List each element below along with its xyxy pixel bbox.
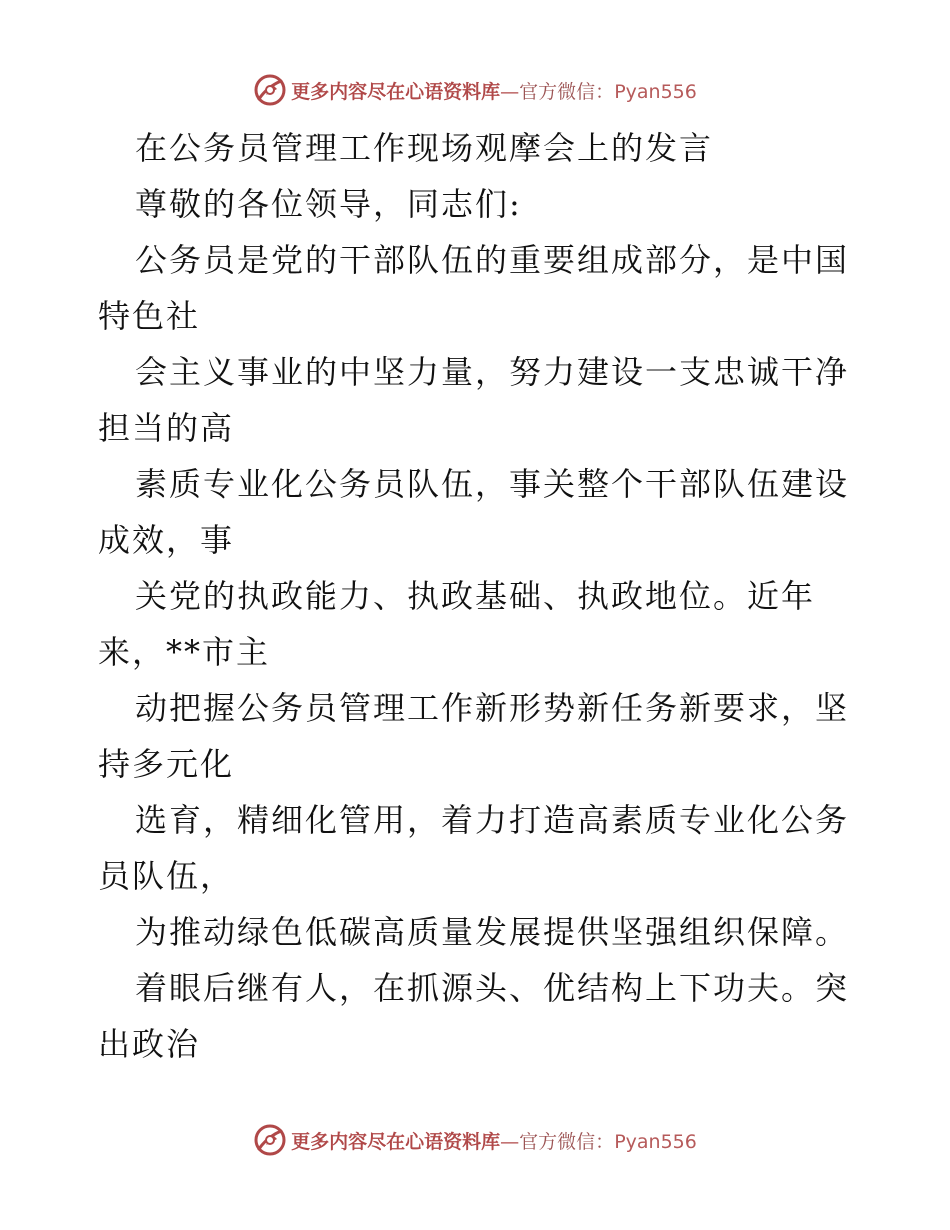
header-watermark-banner (0, 70, 950, 110)
watermark-wechat-label: 官方微信： (519, 1130, 615, 1153)
document-line: 来，**市主 (98, 633, 271, 671)
watermark-text (291, 1127, 697, 1154)
watermark-wechat-id: Pyan556 (614, 1130, 697, 1153)
watermark-wechat-label: 官方微信： (519, 80, 615, 103)
watermark-slogan: 更多内容尽在心语资料库 (291, 80, 501, 103)
watermark-wechat-id: Pyan556 (614, 80, 697, 103)
watermark-slogan: 更多内容尽在心语资料库 (291, 1130, 501, 1153)
watermark-separator: — (500, 80, 520, 103)
document-line: 素质专业化公务员队伍，事关整个干部队伍建设 (135, 465, 850, 503)
document-line: 员队伍， (98, 857, 235, 895)
document-line: 持多元化 (98, 745, 235, 783)
watermark-text (291, 77, 697, 104)
document-line: 会主义事业的中坚力量，努力建设一支忠诚干净 (135, 353, 850, 391)
document-line: 担当的高 (98, 409, 235, 447)
document-line: 特色社 (98, 297, 201, 335)
document-line: 关党的执政能力、执政基础、执政地位。近年 (135, 577, 816, 615)
document-line: 尊敬的各位领导，同志们: (135, 185, 522, 223)
document-line: 出政治 (98, 1025, 201, 1063)
document-line: 选育，精细化管用，着力打造高素质专业化公务 (135, 801, 850, 839)
document-line: 在公务员管理工作现场观摩会上的发言 (135, 129, 714, 167)
document-body (98, 120, 858, 1072)
document-line: 动把握公务员管理工作新形势新任务新要求，坚 (135, 689, 850, 727)
document-line: 为推动绿色低碳高质量发展提供坚强组织保障。 (135, 913, 850, 951)
footer-watermark-banner (0, 1120, 950, 1160)
document-line: 成效，事 (98, 521, 235, 559)
document-line: 公务员是党的干部队伍的重要组成部分，是中国 (135, 241, 850, 279)
brand-logo-icon (253, 73, 287, 107)
brand-logo-icon (253, 1123, 287, 1157)
document-line: 着眼后继有人，在抓源头、优结构上下功夫。突 (135, 969, 850, 1007)
watermark-separator: — (500, 1130, 520, 1153)
